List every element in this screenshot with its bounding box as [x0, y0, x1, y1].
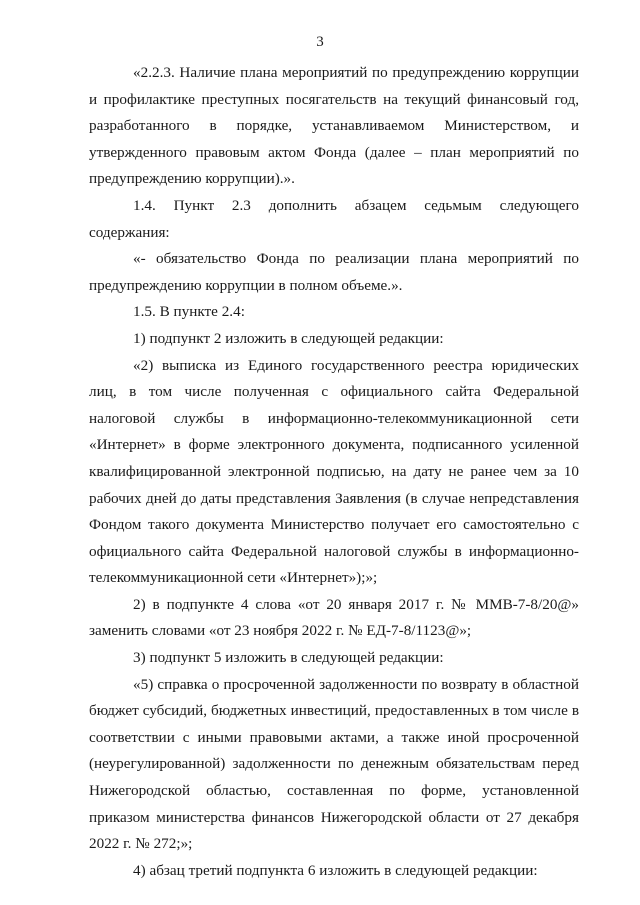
paragraph-subitem-2: 2) в подпункте 4 слова «от 20 января 2017 г. № ММВ-7-8/20@» заменить словами «от 23 ноября 2022 г. № ЕД-7-8/1123@»;	[89, 595, 579, 640]
paragraph-obligation: «- обязательство Фонда по реализации плана мероприятий по предупреждению коррупции в полном объеме.».	[89, 250, 579, 294]
paragraph-2-2-3: «2.2.3. Наличие плана мероприятий по предупреждению коррупции и профилактике преступных посягательств на текущий финансовый год, разработанного в порядке, устанавливаемом Министерством, и утвержденного правовым актом Фонда (далее – план мероприятий по предупреждению коррупции).».	[89, 64, 579, 188]
paragraph-subitem-1: 1) подпункт 2 изложить в следующей редакции:	[133, 329, 444, 347]
paragraph-debt-certificate: «5) справка о просроченной задолженности по возврату в областной бюджет субсидий, бюджетных инвестиций, предоставленных в том числе в соответствии с иными правовыми актами, а также иной просроченной (неурегулированной) задолженности по денежным обязательствам перед Нижегородской областью, составленная по форме, установленной приказом министерства финансов Нижегородской области от 27 декабря 2022 г. № 272;»;	[89, 675, 579, 853]
document-body	[89, 60, 579, 884]
paragraph-1-4: 1.4. Пункт 2.3 дополнить абзацем седьмым следующего содержания:	[89, 196, 579, 241]
paragraph-1-5: 1.5. В пункте 2.4:	[133, 303, 245, 321]
paragraph-subitem-4: 4) абзац третий подпункта 6 изложить в следующей редакции:	[133, 861, 538, 879]
page-number: 3	[316, 34, 324, 50]
paragraph-subitem-3: 3) подпункт 5 изложить в следующей редакции:	[133, 649, 444, 667]
paragraph-registry-extract: «2) выписка из Единого государственного реестра юридических лиц, в том числе полученная с официального сайта Федеральной налоговой службы в информационно-телекоммуникационной сети «Интернет» в форме электронного документа, подписанного усиленной квалифицированной электронной подписью, на дату не ранее чем за 10 рабочих дней до даты представления Заявления (в случае непредставления Фондом такого документа Министерство получает его самостоятельно с официального сайта Федеральной налоговой службы в информационно-телекоммуникационной сети «Интернет»);»;	[89, 356, 579, 587]
